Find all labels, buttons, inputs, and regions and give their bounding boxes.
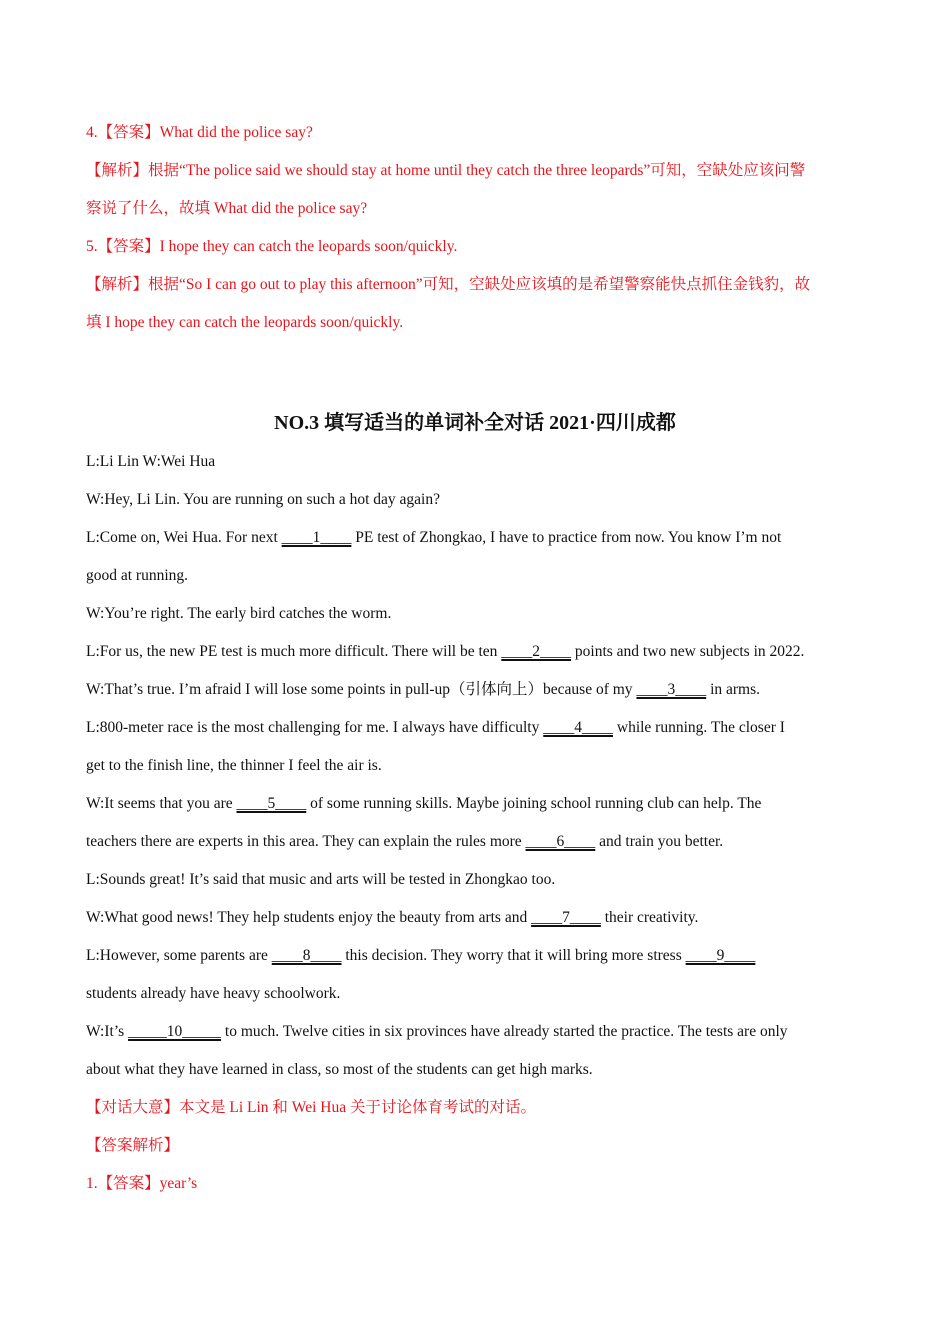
dialogue-text: their creativity. — [600, 909, 699, 926]
dialogue-line — [86, 604, 391, 624]
dialogue-text: L:However, some parents are — [86, 947, 272, 964]
dialogue-line — [86, 452, 215, 472]
dialogue-line — [86, 908, 698, 928]
dialogue-text: W:That’s true. I’m afraid I will lose some points in pull-up（引体向上）because of my — [86, 681, 637, 698]
dialogue-line — [86, 1060, 593, 1080]
dialogue-summary: 【对话大意】本文是 Li Lin 和 Wei Hua 关于讨论体育考试的对话。 — [86, 1099, 536, 1116]
dialogue-text: L:Come on, Wei Hua. For next — [86, 529, 282, 546]
dialogue-line — [86, 566, 188, 586]
dialogue-text: W:What good news! They help students enjoy the beauty from arts and — [86, 909, 532, 926]
dialogue-line — [86, 832, 723, 852]
dialogue-line — [86, 1022, 788, 1042]
answer-5: 5.【答案】I hope they can catch the leopards soon/quickly. — [86, 238, 458, 255]
blank-5: ____5____ — [236, 795, 307, 812]
dialogue-text: while running. The closer I — [613, 719, 785, 736]
dialogue-line — [86, 718, 785, 738]
dialogue-text: and train you better. — [595, 833, 724, 850]
dialogue-text: W:You’re right. The early bird catches the worm. — [86, 605, 392, 622]
dialogue-text: teachers there are experts in this area. They can explain the rules more — [86, 833, 526, 850]
dialogue-text: get to the finish line, the thinner I feel the air is. — [86, 757, 382, 774]
blank-4: ____4____ — [543, 719, 613, 736]
dialogue-line — [86, 642, 804, 662]
answer-4: 4.【答案】What did the police say? — [86, 124, 313, 141]
blank-10: _____10_____ — [128, 1023, 222, 1040]
answer-analysis-heading: 【答案解析】 — [86, 1137, 180, 1154]
dialogue-line — [86, 490, 440, 510]
blank-6: ____6____ — [525, 833, 596, 850]
blank-9: ____9____ — [685, 947, 756, 964]
blank-1: ____1____ — [281, 529, 352, 546]
blank-3: ____3____ — [636, 681, 707, 698]
dialogue-text: this decision. They worry that it will bring more stress — [341, 947, 686, 964]
dialogue-text: students already have heavy schoolwork. — [86, 985, 341, 1002]
dialogue-text: L:Sounds great! It’s said that music and arts will be tested in Zhongkao too. — [86, 871, 556, 888]
dialogue-text: of some running skills. Maybe joining school running club can help. The — [306, 795, 762, 812]
dialogue-text: good at running. — [86, 567, 189, 584]
dialogue-text: about what they have learned in class, so most of the students can get high marks. — [86, 1061, 593, 1078]
analysis-5-line-1: 【解析】根据“So I can go out to play this afternoon”可知，空缺处应该填的是希望警察能快点抓住金钱豹，故 — [86, 276, 811, 293]
dialogue-text: points and two new subjects in 2022. — [571, 643, 805, 660]
dialogue-text: L:For us, the new PE test is much more difficult. There will be ten — [86, 643, 502, 660]
dialogue-line — [86, 756, 382, 776]
dialogue-line — [86, 870, 555, 890]
answer-1: 1.【答案】year’s — [86, 1175, 198, 1192]
dialogue-line — [86, 528, 781, 548]
blank-2: ____2____ — [501, 643, 572, 660]
dialogue-text: to much. Twelve cities in six provinces have already started the practice. The tests are only — [221, 1023, 788, 1040]
dialogue-text: W:Hey, Li Lin. You are running on such a hot day again? — [86, 491, 440, 508]
dialogue-text: L:800-meter race is the most challenging for me. I always have difficulty — [86, 719, 544, 736]
analysis-5-line-2: 填 I hope they can catch the leopards soon/quickly. — [86, 314, 404, 331]
analysis-4-line-1: 【解析】根据“The police said we should stay at home until they catch the three leopards”可知，空缺处应该问警 — [86, 162, 806, 179]
dialogue-text: in arms. — [706, 681, 760, 698]
blank-7: ____7____ — [531, 909, 601, 926]
dialogue-text: L:Li Lin W:Wei Hua — [86, 453, 216, 470]
dialogue-text: PE test of Zhongkao, I have to practice from now. You know I’m not — [351, 529, 782, 546]
dialogue-text: W:It’s — [86, 1023, 129, 1040]
dialogue-line — [86, 794, 761, 814]
section-title: NO.3 填写适当的单词补全对话 2021·四川成都 — [274, 412, 676, 434]
dialogue-line — [86, 984, 340, 1004]
blank-8: ____8____ — [271, 947, 342, 964]
analysis-4-line-2: 察说了什么，故填 What did the police say? — [86, 200, 368, 217]
dialogue-line — [86, 680, 760, 700]
dialogue-text: W:It seems that you are — [86, 795, 237, 812]
dialogue-line — [86, 946, 755, 966]
